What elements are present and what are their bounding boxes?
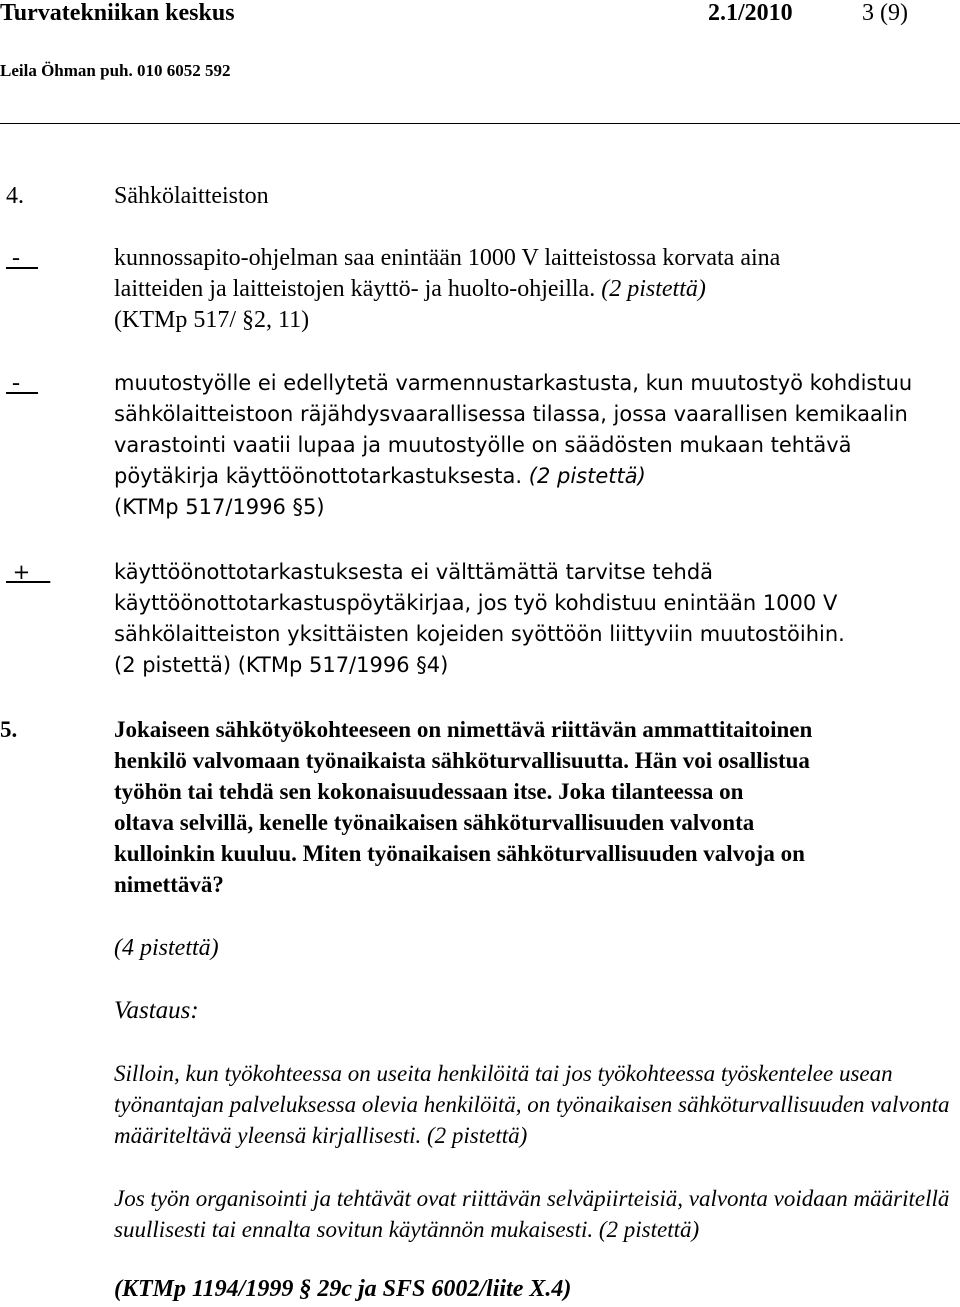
- item1-line1: kunnossapito-ohjelman saa enintään 1000 V laitteistossa korvata aina: [114, 245, 781, 271]
- section5-question: [114, 714, 956, 900]
- question-line1: Jokaiseen sähkötyökohteeseen on nimettävä riittävän ammattitaitoinen: [114, 717, 813, 742]
- item3-mark: +: [6, 560, 51, 584]
- question-line2: henkilö valvomaan työnaikaista sähköturvallisuutta. Hän voi osallistua: [114, 748, 810, 773]
- answer1-line2: työnantajan palveluksessa olevia henkilöitä, on työnaikaisen sähköturvallisuuden valvonta: [114, 1092, 950, 1117]
- item2-line4-text: pöytäkirja käyttöönottotarkastuksesta.: [114, 464, 523, 488]
- item1-text: [114, 243, 956, 336]
- item1-line2-text: laitteiden ja laitteistojen käyttö- ja huolto-ohjeilla.: [114, 276, 596, 302]
- item2-text: [114, 368, 956, 523]
- answer-paragraph-2: [114, 1183, 956, 1245]
- item1-line2: [114, 274, 956, 305]
- item2-ref: (KTMp 517/1996 §5): [114, 495, 325, 519]
- header-page-number: 3 (9): [862, 0, 908, 26]
- header-doc-number: 2.1/2010: [708, 0, 793, 26]
- question-line4: oltava selvillä, kenelle työnaikaisen sähköturvallisuuden valvonta: [114, 810, 755, 835]
- item2-mark: -: [6, 370, 38, 396]
- item1-ref: (KTMp 517/ §2, 11): [114, 307, 310, 333]
- header-divider: [0, 123, 960, 124]
- item3-text: [114, 557, 956, 681]
- question-line5: kulloinkin kuuluu. Miten työnaikaisen sähköturvallisuuden valvoja on: [114, 841, 805, 866]
- legal-reference: (KTMp 1194/1999 § 29c ja SFS 6002/liite X.4): [114, 1276, 572, 1302]
- question-line6: nimettävä?: [114, 872, 224, 897]
- item1-mark: -: [6, 245, 38, 271]
- header-org: Turvatekniikan keskus: [0, 0, 235, 26]
- answer-paragraph-1: [114, 1058, 956, 1151]
- section5-number: 5.: [0, 717, 18, 742]
- section4-number: 4.: [6, 183, 24, 209]
- item3-line3: sähkölaitteiston yksittäisten kojeiden syöttöön liittyviin muutostöihin.: [114, 622, 845, 646]
- item3-line2: käyttöönottotarkastuspöytäkirjaa, jos työ kohdistuu enintään 1000 V: [114, 591, 838, 615]
- question-line3: työhön tai tehdä sen kokonaisuudessaan itse. Joka tilanteessa on: [114, 779, 744, 804]
- section5-points: (4 pistettä): [114, 935, 219, 961]
- answer2-line2: suullisesti tai ennalta sovitun käytännön mukaisesti. (2 pistettä): [114, 1217, 700, 1242]
- item3-ref: (2 pistettä) (KTMp 517/1996 §4): [114, 653, 449, 677]
- answer1-line3: määriteltävä yleensä kirjallisesti. (2 pistettä): [114, 1123, 528, 1148]
- item3-line1: käyttöönottotarkastuksesta ei välttämättä tarvitse tehdä: [114, 560, 714, 584]
- header-contact: Leila Öhman puh. 010 6052 592: [0, 61, 231, 80]
- item2-line1: muutostyölle ei edellytetä varmennustarkastusta, kun muutostyö kohdistuu: [114, 371, 913, 395]
- item2-line3: varastointi vaatii lupaa ja muutostyölle on säädösten mukaan tehtävä: [114, 433, 852, 457]
- section4-heading: Sähkölaitteiston: [114, 183, 269, 209]
- item2-points: (2 pistettä): [528, 464, 646, 488]
- item2-line4: [114, 461, 956, 492]
- answer1-line1: Silloin, kun työkohteessa on useita henkilöitä tai jos työkohteessa työskentelee usean: [114, 1061, 893, 1086]
- item2-line2: sähkölaitteistoon räjähdysvaarallisessa tilassa, jossa vaarallisen kemikaalin: [114, 402, 908, 426]
- answer2-line1: Jos työn organisointi ja tehtävät ovat riittävän selväpiirteisiä, valvonta voidaan määritellä: [114, 1186, 950, 1211]
- answer-label: Vastaus:: [114, 997, 199, 1024]
- item1-points: (2 pistettä): [601, 276, 706, 302]
